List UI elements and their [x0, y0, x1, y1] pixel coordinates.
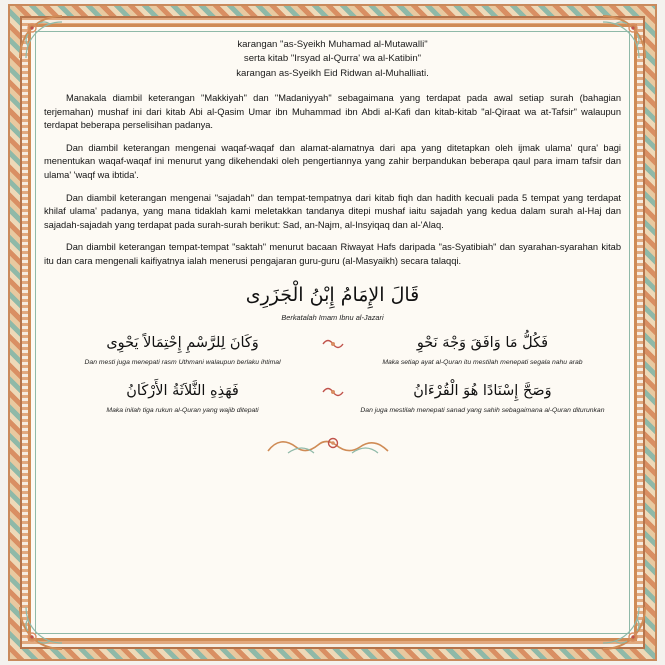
couplet-section: [44, 332, 621, 415]
arabic-heading: قَالَ الإِمَامُ إِبْنُ الْجَزَرِى: [245, 284, 420, 307]
couplet-arabic: وَكَانَ لِلرَّسْمِ إِحْتِمَالاً يَحْوِى: [106, 334, 259, 351]
header-line-2: serta kitab "Irsyad al-Qurra' wa al-Katibin": [243, 53, 422, 65]
couplet-arabic: وَصَحَّ إِسْنَادًا هُوَ الْقُرْءَانُ: [413, 382, 552, 399]
couplet-translation: Maka inilah tiga rukun al-Quran yang wajib ditepati: [106, 406, 259, 414]
header-block: [44, 38, 621, 81]
header-line-1: karangan "as-Syeikh Muhamad al-Mutawalli": [237, 39, 428, 50]
couplet-hemistich-right: [356, 380, 610, 416]
couplet-translation: Dan mesti juga menepati rasm Uthmani walaupun berlaku ihtimal: [84, 359, 281, 367]
couplet-translation: Maka setiap ayat al-Quran itu mestilah menepati segala nahu arab: [382, 359, 583, 367]
couplet-row: [44, 380, 621, 416]
body-paragraph: Manakala diambil keterangan "Makkiyah" dan "Madaniyyah" sebagaimana yang terdapat pada awal setiap surah (bahagian terjemahan) mushaf ini dari kitab Abi al-Qasim Umar ibn Muhammad ibn Abdi al-Kafi dan kitab-kitab "al-Qiraat wa at-Tafsir" walaupun terdapat beberapa perselisihan padanya.: [44, 93, 621, 131]
body-paragraph: Dan diambil keterangan mengenai waqaf-waqaf dan alamat-alamatnya dari apa yang ditetapkan oleh ijmak ulama' qura' bagi menentukan waqaf-waqaf ini menurut yang dikehendaki oleh pengertiannya yang zahir berpandukan beberapa qaul para imam tafsir dan ulama' 'waqf wa ibtida'.: [44, 142, 621, 180]
couplet-row: [44, 332, 621, 368]
couplet-translation: Dan juga mestilah menepati sanad yang sahih sebagaimana al-Quran diturunkan: [360, 406, 605, 414]
couplet-hemistich-left: [56, 380, 310, 416]
floral-divider-ornament: [320, 380, 346, 400]
document-content: [44, 38, 621, 627]
couplet-hemistich-left: [56, 332, 310, 368]
body-paragraph: Dan diambil keterangan mengenai "sajadah" dan tempat-tempatnya dari kitab fiqh dan hadith kecuali pada 5 tempat yang terdapat khilaf ulama' padanya, yang mana tidaklah kami meletakkan tandanya ditepi mushaf iaitu sajadah yang kedua dalam surah al-Haj dan sajadah-sajadah yang terdapat pada surah-surah berikut: Sad, an-Najm, al-Insyiqaq dan al-'Alaq.: [44, 192, 621, 230]
couplet-arabic: فَهَذِهِ الثَّلاَثَةُ الأَرْكَانُ: [126, 382, 239, 399]
floral-divider-ornament: [320, 332, 346, 352]
body-paragraph: Dan diambil keterangan tempat-tempat "saktah" menurut bacaan Riwayat Hafs daripada "as-Syatibiah" dan syarahan-syarahan kitab itu dan cara mengenali kaifiyatnya ialah menerusi pengajaran guru-guru (al-Masyaikh) secara talaqqi.: [44, 242, 621, 266]
header-line-3: karangan as-Syeikh Eid Ridwan al-Muhalliati.: [236, 67, 429, 79]
couplet-hemistich-right: [356, 332, 610, 368]
arabic-heading-caption: Berkatalah Imam Ibnu al-Jazari: [281, 312, 384, 322]
bottom-floral-ornament: [44, 431, 621, 461]
couplet-arabic: فَكُلُّ مَا وَافَقَ وَجْهَ نَحْوِ: [416, 334, 549, 351]
